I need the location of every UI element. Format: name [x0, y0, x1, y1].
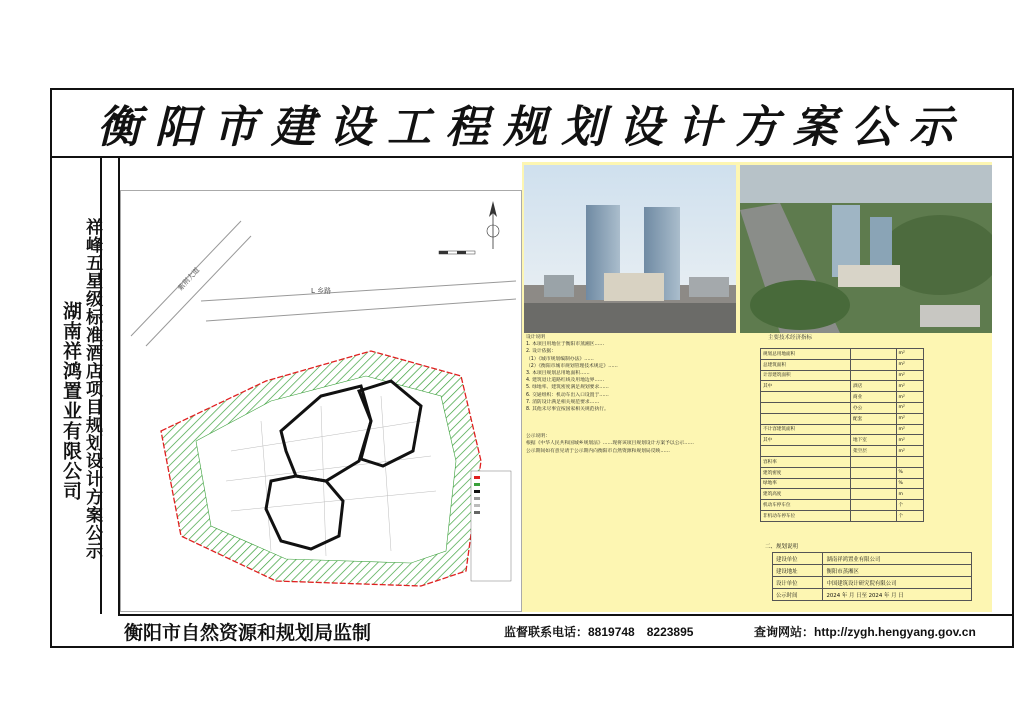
table-cell — [851, 489, 897, 500]
table-cell — [851, 467, 897, 478]
note-line: 6. 交通组织：机动车出入口设置于…… — [526, 392, 609, 398]
scale-bar — [439, 251, 475, 254]
table-row — [761, 424, 924, 435]
table-cell: 商业 — [851, 392, 897, 403]
table-cell: m² — [896, 370, 923, 381]
table-cell: m² — [896, 349, 923, 360]
table-cell: 其中 — [761, 435, 851, 446]
note-line: 5. 绿地率、建筑密度满足规划要求…… — [526, 385, 609, 391]
table-row — [761, 446, 924, 457]
table-cell — [761, 402, 851, 413]
site-plan-drawing — [121, 191, 521, 611]
table-row — [761, 402, 924, 413]
table-cell: 2024 年 月 日至 2024 年 月 日 — [823, 589, 972, 601]
table-cell: 建筑高度 — [761, 489, 851, 500]
table-cell: 衡阳市蒸湘区 — [823, 565, 972, 577]
legend — [471, 471, 511, 581]
supervisor-text: 衡阳市自然资源和规划局监制 — [124, 622, 372, 644]
note-line: （2）《衡阳市城市规划管理技术规定》…… — [526, 363, 618, 369]
table-cell — [851, 359, 897, 370]
public-notice-line: 根据《中华人民共和国城乡规划法》……现将该项目规划设计方案予以公示…… — [526, 441, 694, 447]
table-cell: 绿地率 — [761, 478, 851, 489]
table-cell: m² — [896, 392, 923, 403]
table-cell — [851, 510, 897, 521]
table-row — [761, 359, 924, 370]
table-cell: 配套 — [851, 413, 897, 424]
table-cell: m² — [896, 435, 923, 446]
title-bar — [52, 90, 1012, 158]
table-cell: 总建筑面积 — [761, 359, 851, 370]
table-cell: 不计容建筑面积 — [761, 424, 851, 435]
table-cell — [761, 392, 851, 403]
table-cell — [851, 424, 897, 435]
owner-name: 湖南祥鸿置业有限公司 — [60, 301, 82, 501]
table-cell: 建设单位 — [773, 553, 823, 565]
table-row — [761, 370, 924, 381]
table-row — [761, 381, 924, 392]
rendering-street-view — [524, 165, 736, 333]
table-row — [761, 435, 924, 446]
table-cell: m² — [896, 359, 923, 370]
table-cell: 建设地址 — [773, 565, 823, 577]
table-cell — [761, 446, 851, 457]
note-line: 7. 消防设计满足相关规范要求…… — [526, 399, 600, 405]
table-row — [761, 478, 924, 489]
note-line: （1）《城市规划编制办法》…… — [526, 356, 594, 362]
public-notice-title: 公示说明： — [526, 434, 550, 440]
table-cell: 架空层 — [851, 446, 897, 457]
table-cell: 计容建筑面积 — [761, 370, 851, 381]
notes-title: 设计说明 — [526, 335, 546, 340]
table-cell — [851, 349, 897, 360]
table-cell — [851, 456, 897, 467]
table-cell: 个 — [896, 510, 923, 521]
note-line: 4. 建筑退让道路红线及用地边界…… — [526, 378, 605, 384]
tech-table-title: 主要技术经济指标 — [768, 335, 813, 341]
table-cell: m² — [896, 381, 923, 392]
note-line: 1. 本项目用地位于衡阳市蒸湘区…… — [526, 342, 605, 348]
tech-indicator-table — [760, 348, 924, 522]
table-cell: 规划总用地面积 — [761, 349, 851, 360]
table-cell — [851, 478, 897, 489]
site-plan — [120, 190, 522, 612]
road-label-2: L 乡路 — [311, 287, 332, 295]
info-table-title: 二、规划说明 — [765, 544, 799, 550]
table-row — [761, 500, 924, 511]
table-cell: % — [896, 478, 923, 489]
website-link[interactable]: 查询网站：http://zygh.hengyang.gov.cn — [754, 624, 976, 639]
note-line: 3. 本项目规划总用地面积…… — [526, 371, 590, 377]
table-row — [773, 565, 972, 577]
table-row — [761, 392, 924, 403]
road-label-1: 紫荆大道 — [176, 266, 202, 293]
table-cell: 建筑密度 — [761, 467, 851, 478]
north-arrow-icon — [487, 201, 499, 249]
table-cell: % — [896, 467, 923, 478]
table-cell: m² — [896, 446, 923, 457]
table-cell: 非机动车停车位 — [761, 510, 851, 521]
note-line: 8. 其他未尽事宜按国家相关规范执行。 — [526, 407, 609, 413]
table-cell: m² — [896, 424, 923, 435]
table-row — [761, 489, 924, 500]
table-cell: m² — [896, 413, 923, 424]
phone-text: 监督联系电话：8819748 8223895 — [504, 624, 694, 639]
table-cell: 湖南祥鸿置业有限公司 — [823, 553, 972, 565]
table-row — [773, 589, 972, 601]
table-cell: 中国建筑设计研究院有限公司 — [823, 577, 972, 589]
public-notice-line: 公示期间如有意见请于公示期内向衡阳市自然资源和规划局反映…… — [526, 448, 670, 454]
table-cell: 办公 — [851, 402, 897, 413]
page-title: 衡阳市建设工程规划设计方案公示 — [97, 102, 967, 153]
design-notes — [526, 334, 744, 455]
table-cell: 个 — [896, 500, 923, 511]
table-row — [773, 577, 972, 589]
table-row — [761, 456, 924, 467]
table-cell — [851, 500, 897, 511]
table-cell — [851, 370, 897, 381]
table-cell: 设计单位 — [773, 577, 823, 589]
table-row — [761, 467, 924, 478]
footer — [118, 614, 1012, 646]
note-line: 2. 设计依据： — [526, 349, 557, 355]
rendering-aerial-view — [740, 165, 992, 333]
table-row — [761, 510, 924, 521]
project-name: 祥峰五星级标准酒店项目规划设计方案公示 — [82, 218, 102, 560]
notice-board — [50, 88, 1014, 648]
table-cell: 机动车停车位 — [761, 500, 851, 511]
table-cell: 其中 — [761, 381, 851, 392]
table-row — [761, 413, 924, 424]
table-cell: 公示时间 — [773, 589, 823, 601]
table-cell: m — [896, 489, 923, 500]
table-row — [773, 553, 972, 565]
table-row — [761, 349, 924, 360]
table-cell — [761, 413, 851, 424]
project-info-table — [772, 552, 972, 601]
table-cell: m² — [896, 402, 923, 413]
table-cell — [896, 456, 923, 467]
table-cell: 地下室 — [851, 435, 897, 446]
table-cell: 酒店 — [851, 381, 897, 392]
table-cell: 容积率 — [761, 456, 851, 467]
